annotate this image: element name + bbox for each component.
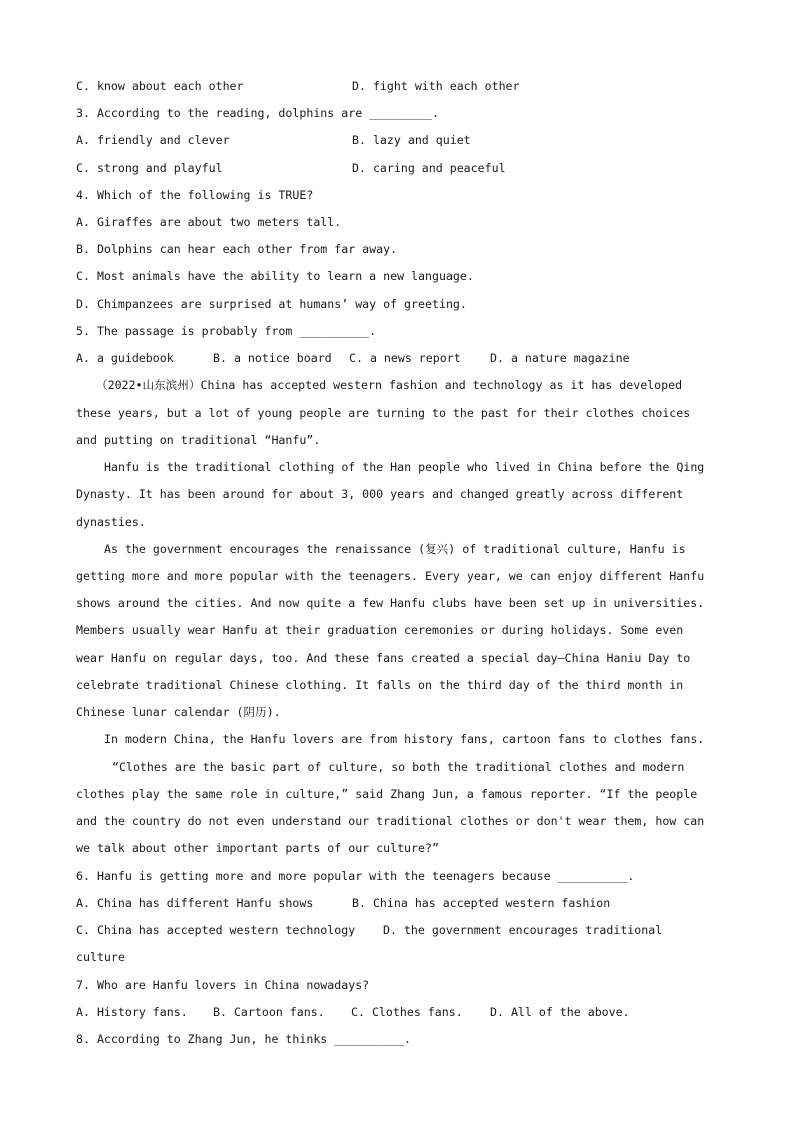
passage-p5-line-4: we talk about other important parts of our culture?”	[76, 841, 439, 855]
q8-stem: 8. According to Zhang Jun, he thinks __________.	[76, 1032, 412, 1046]
q6-option-c: C. China has accepted western technology	[76, 923, 356, 937]
passage-p2-line-3: dynasties.	[76, 515, 146, 529]
q3-option-b: B. lazy and quiet	[352, 133, 471, 147]
passage-p5-line-3: and the country do not even understand our traditional clothes or don't wear them, how can	[76, 814, 705, 828]
passage-p5-line-2: clothes play the same role in culture,” said Zhang Jun, a famous reporter. “If the people	[76, 787, 698, 801]
q7-option-b: B. Cartoon fans.	[213, 1005, 325, 1019]
q6-option-a: A. China has different Hanfu shows	[76, 896, 314, 910]
q6-stem: 6. Hanfu is getting more and more popular with the teenagers because __________.	[76, 869, 635, 883]
q2-option-c: C. know about each other	[76, 79, 244, 93]
q5-option-a: A. a guidebook	[76, 351, 174, 365]
q3-option-d: D. caring and peaceful	[352, 161, 506, 175]
q6-option-d-continued: culture	[76, 950, 125, 964]
q7-stem: 7. Who are Hanfu lovers in China nowadays?	[76, 978, 370, 992]
q5-option-b: B. a notice board	[213, 351, 332, 365]
q5-option-d: D. a nature magazine	[490, 351, 630, 365]
passage-p3-line-4: Members usually wear Hanfu at their graduation ceremonies or during holidays. Some even	[76, 623, 684, 637]
passage-p2-line-1: Hanfu is the traditional clothing of the Han people who lived in China before the Qing	[104, 460, 705, 474]
passage-p4-line-1: In modern China, the Hanfu lovers are from history fans, cartoon fans to clothes fans.	[104, 732, 705, 746]
q5-stem: 5. The passage is probably from __________.	[76, 324, 377, 338]
q4-option-c: C. Most animals have the ability to learn a new language.	[76, 269, 474, 283]
passage-p1-line-3: and putting on traditional “Hanfu”.	[76, 433, 321, 447]
passage-p1-line-2: these years, but a lot of young people are turning to the past for their clothes choices	[76, 406, 691, 420]
passage-p3-line-1: As the government encourages the renaissance (复兴) of traditional culture, Hanfu is	[104, 542, 686, 556]
passage-p3-line-7: Chinese lunar calendar (阴历).	[76, 705, 281, 719]
passage-p3-line-6: celebrate traditional Chinese clothing. It falls on the third day of the third month in	[76, 678, 684, 692]
q7-option-c: C. Clothes fans.	[351, 1005, 463, 1019]
passage-p3-line-3: shows around the cities. And now quite a few Hanfu clubs have been set up in universities.	[76, 596, 705, 610]
q4-option-a: A. Giraffes are about two meters tall.	[76, 215, 342, 229]
passage-p5-line-1: “Clothes are the basic part of culture, so both the traditional clothes and modern	[112, 760, 685, 774]
q2-option-d: D. fight with each other	[352, 79, 520, 93]
q3-option-a: A. friendly and clever	[76, 133, 230, 147]
passage-p3-line-2: getting more and more popular with the teenagers. Every year, we can enjoy different Hanfu	[76, 569, 705, 583]
q7-option-d: D. All of the above.	[490, 1005, 630, 1019]
q3-option-c: C. strong and playful	[76, 161, 223, 175]
q7-option-a: A. History fans.	[76, 1005, 188, 1019]
q6-option-d: D. the government encourages traditional	[383, 923, 663, 937]
q3-stem: 3. According to the reading, dolphins are _________.	[76, 106, 439, 120]
q4-stem: 4. Which of the following is TRUE?	[76, 188, 314, 202]
q4-option-d: D. Chimpanzees are surprised at humans’ way of greeting.	[76, 297, 467, 311]
q4-option-b: B. Dolphins can hear each other from far away.	[76, 242, 398, 256]
passage-p2-line-2: Dynasty. It has been around for about 3, 000 years and changed greatly across different	[76, 487, 684, 501]
q5-option-c: C. a news report	[349, 351, 461, 365]
passage-p1-line-1: （2022•山东滨州）China has accepted western fashion and technology as it has developed	[96, 378, 683, 392]
q6-option-b: B. China has accepted western fashion	[352, 896, 611, 910]
passage-p3-line-5: wear Hanfu on regular days, too. And these fans created a special day—China Haniu Day to	[76, 651, 691, 665]
